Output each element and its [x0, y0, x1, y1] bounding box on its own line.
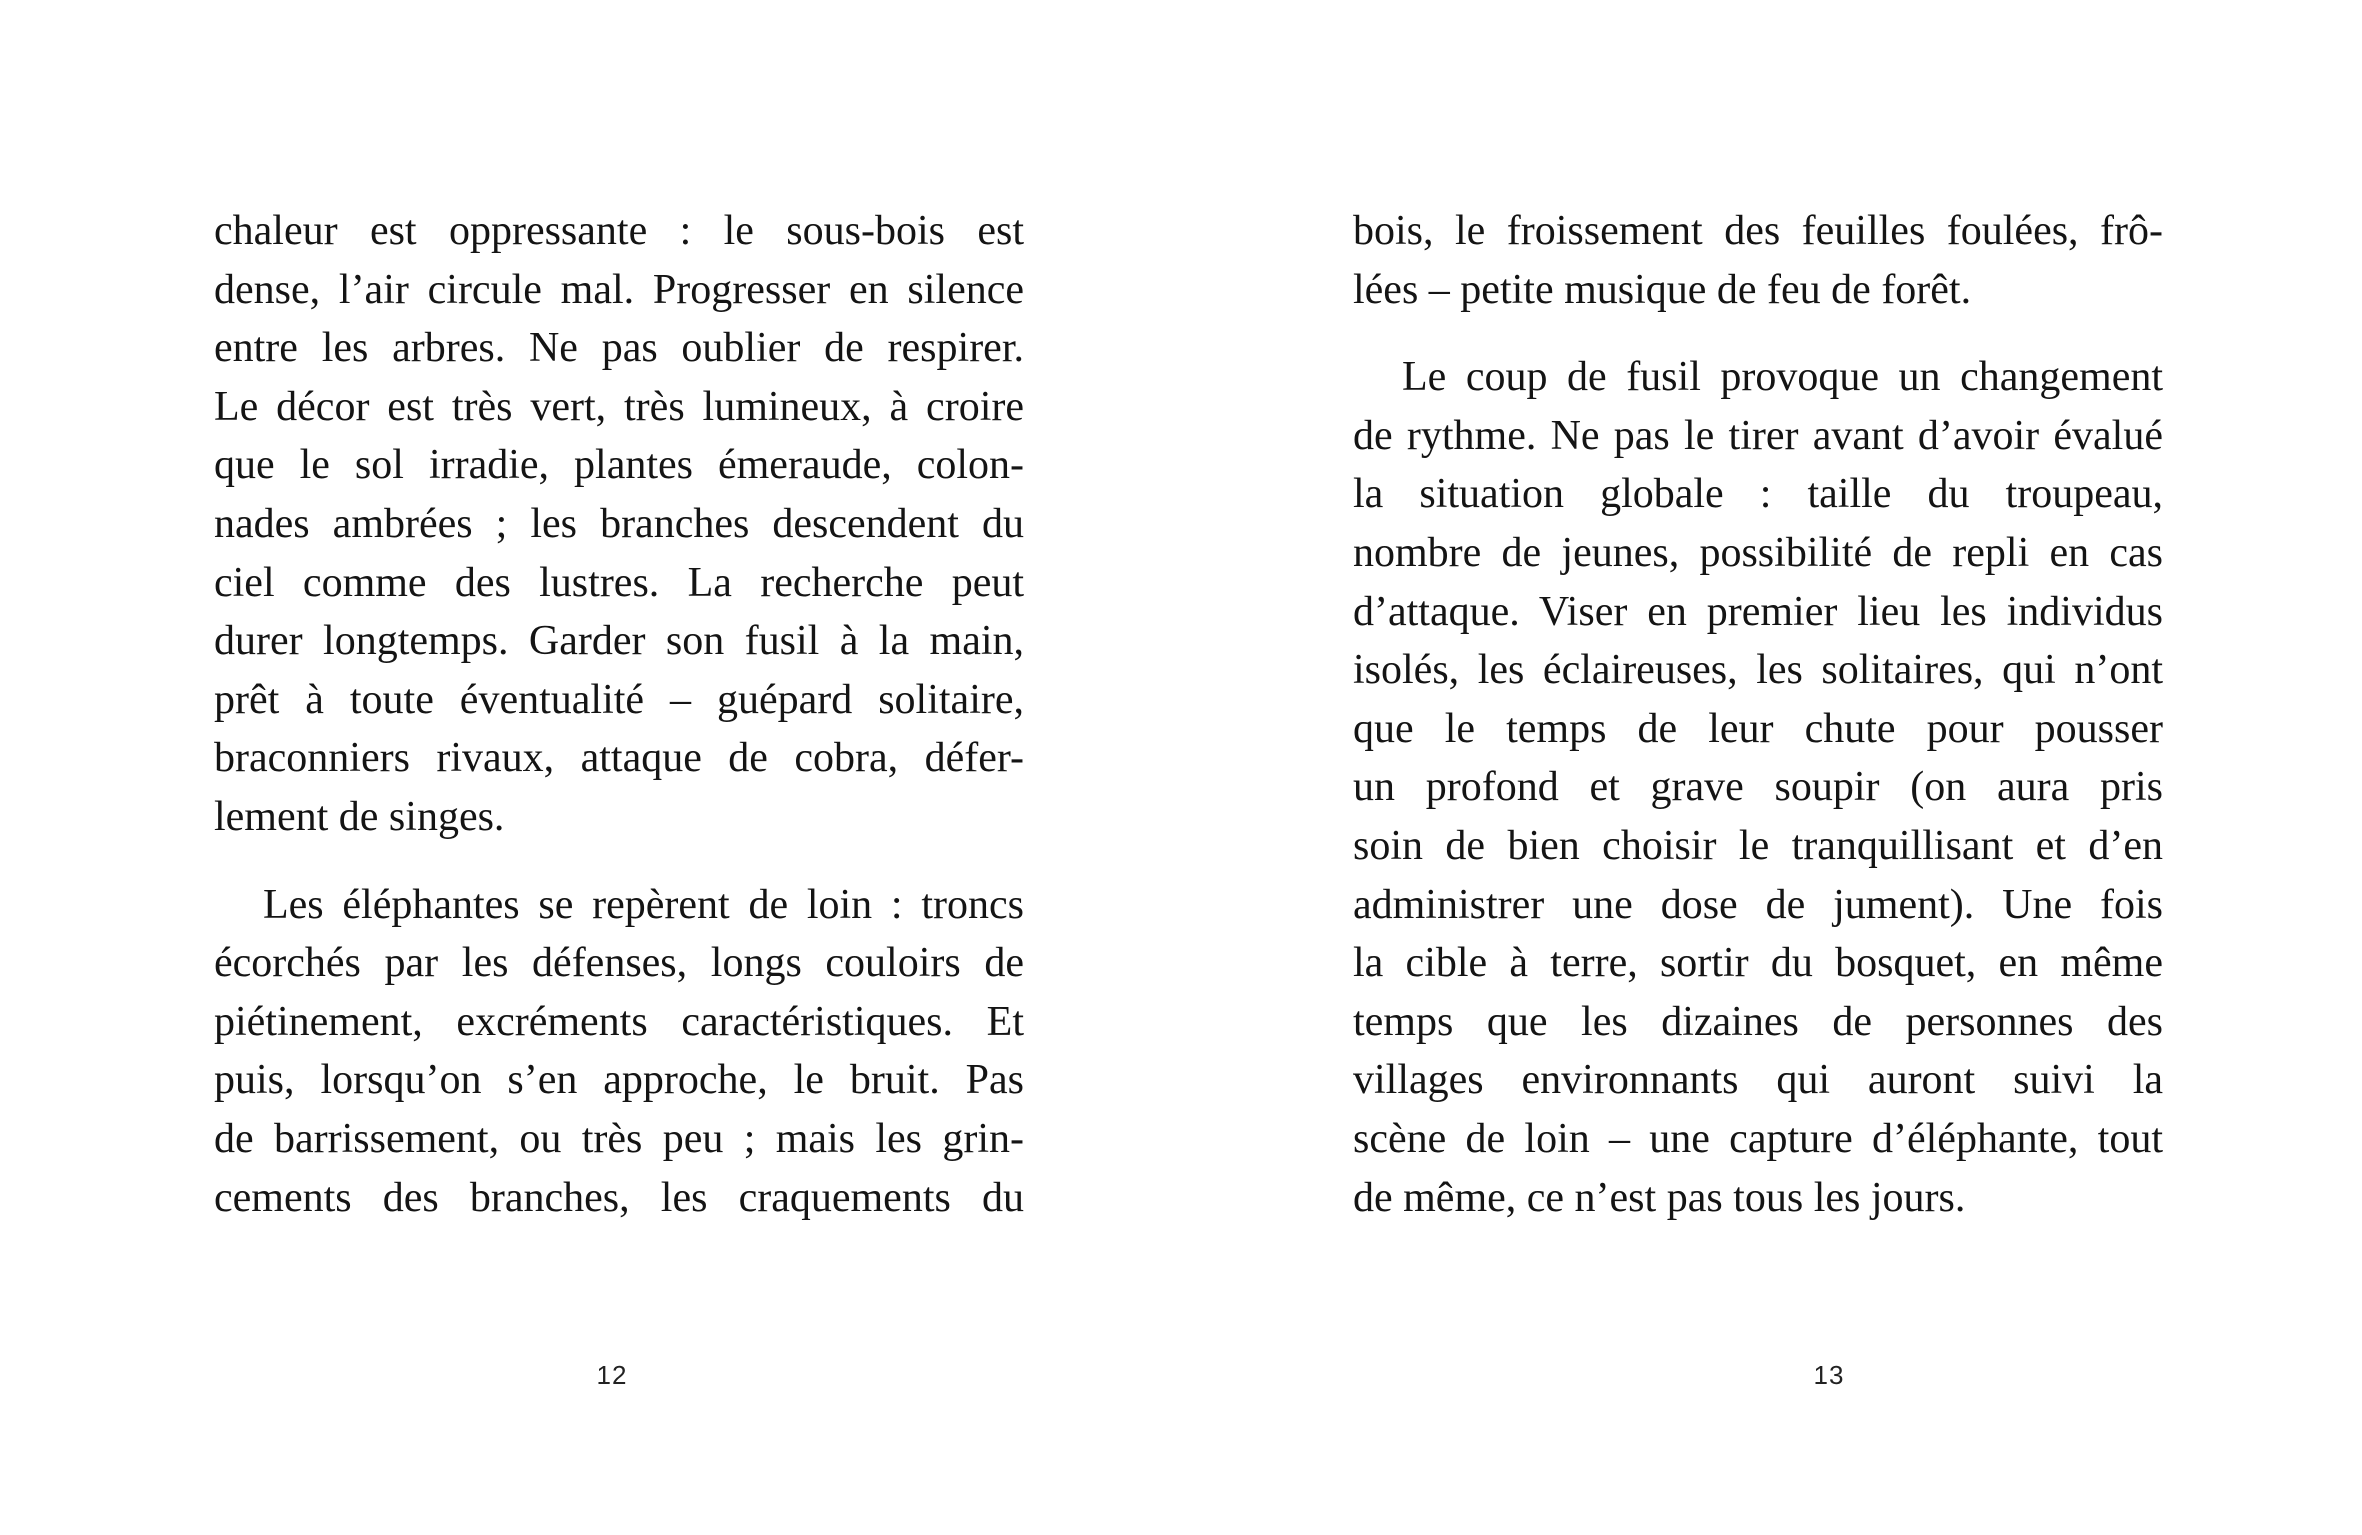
- text-line: prêt à toute éventualité – guépard solitaire,: [214, 676, 1024, 723]
- text-line: écorchés par les défenses, longs couloirs de: [214, 940, 1024, 987]
- text-line: administrer une dose de jument). Une fois: [1353, 881, 2163, 928]
- text-line: que le sol irradie, plantes émeraude, colon-: [214, 442, 1024, 489]
- text-line: de même, ce n’est pas tous les jours.: [1353, 1174, 1966, 1221]
- paragraph: [214, 202, 1024, 847]
- text-line: la cible à terre, sortir du bosquet, en même: [1353, 940, 2163, 987]
- text-line: durer longtemps. Garder son fusil à la main,: [214, 618, 1024, 665]
- text-line: puis, lorsqu’on s’en approche, le bruit. Pas: [214, 1057, 1024, 1104]
- text-line: que le temps de leur chute pour pousser: [1353, 705, 2163, 752]
- page-number: 12: [596, 1360, 628, 1390]
- text-line: temps que les dizaines de personnes des: [1353, 998, 2163, 1045]
- page-number: 13: [1813, 1360, 1845, 1390]
- text-line: lement de singes.: [214, 793, 505, 840]
- text-line: Le coup de fusil provoque un changement: [1402, 354, 2163, 401]
- paragraph: [214, 876, 1024, 1228]
- text-line: Le décor est très vert, très lumineux, à croire: [214, 383, 1024, 430]
- text-line: la situation globale : taille du troupeau,: [1353, 471, 2163, 518]
- text-line: lées – petite musique de feu de forêt.: [1353, 266, 1972, 313]
- text-line: d’attaque. Viser en premier lieu les individus: [1353, 588, 2163, 635]
- text-line: chaleur est oppressante : le sous-bois est: [214, 208, 1024, 254]
- right-page: [1181, 0, 2362, 1535]
- text-line: ciel comme des lustres. La recherche peut: [214, 559, 1024, 606]
- text-line: un profond et grave soupir (on aura pris: [1353, 764, 2163, 811]
- text-line: nades ambrées ; les branches descendent du: [214, 500, 1024, 547]
- text-line: braconniers rivaux, attaque de cobra, défer-: [214, 735, 1024, 782]
- text-line: isolés, les éclaireuses, les solitaires, qui n’ont: [1353, 647, 2163, 694]
- text-line: cements des branches, les craquements du: [214, 1174, 1024, 1221]
- text-line: scène de loin – une capture d’éléphante, tout: [1353, 1115, 2163, 1162]
- right-page-text: [1353, 202, 2163, 1227]
- text-line: de rythme. Ne pas le tirer avant d’avoir évalué: [1353, 412, 2163, 459]
- text-line: Les éléphantes se repèrent de loin : troncs: [263, 881, 1024, 928]
- text-line: bois, le froissement des feuilles foulées, frô-: [1353, 208, 2163, 254]
- paragraph: [1353, 202, 2163, 319]
- paragraph: [1353, 348, 2163, 1227]
- left-page-text: [214, 202, 1024, 1227]
- text-line: piétinement, excréments caractéristiques. Et: [214, 998, 1024, 1045]
- text-line: dense, l’air circule mal. Progresser en silence: [214, 266, 1024, 313]
- text-line: villages environnants qui auront suivi la: [1353, 1057, 2163, 1104]
- text-line: nombre de jeunes, possibilité de repli en cas: [1353, 529, 2163, 576]
- text-line: entre les arbres. Ne pas oublier de respirer.: [214, 325, 1024, 372]
- text-line: soin de bien choisir le tranquillisant et d’en: [1353, 822, 2163, 869]
- text-line: de barrissement, ou très peu ; mais les grin-: [214, 1115, 1024, 1162]
